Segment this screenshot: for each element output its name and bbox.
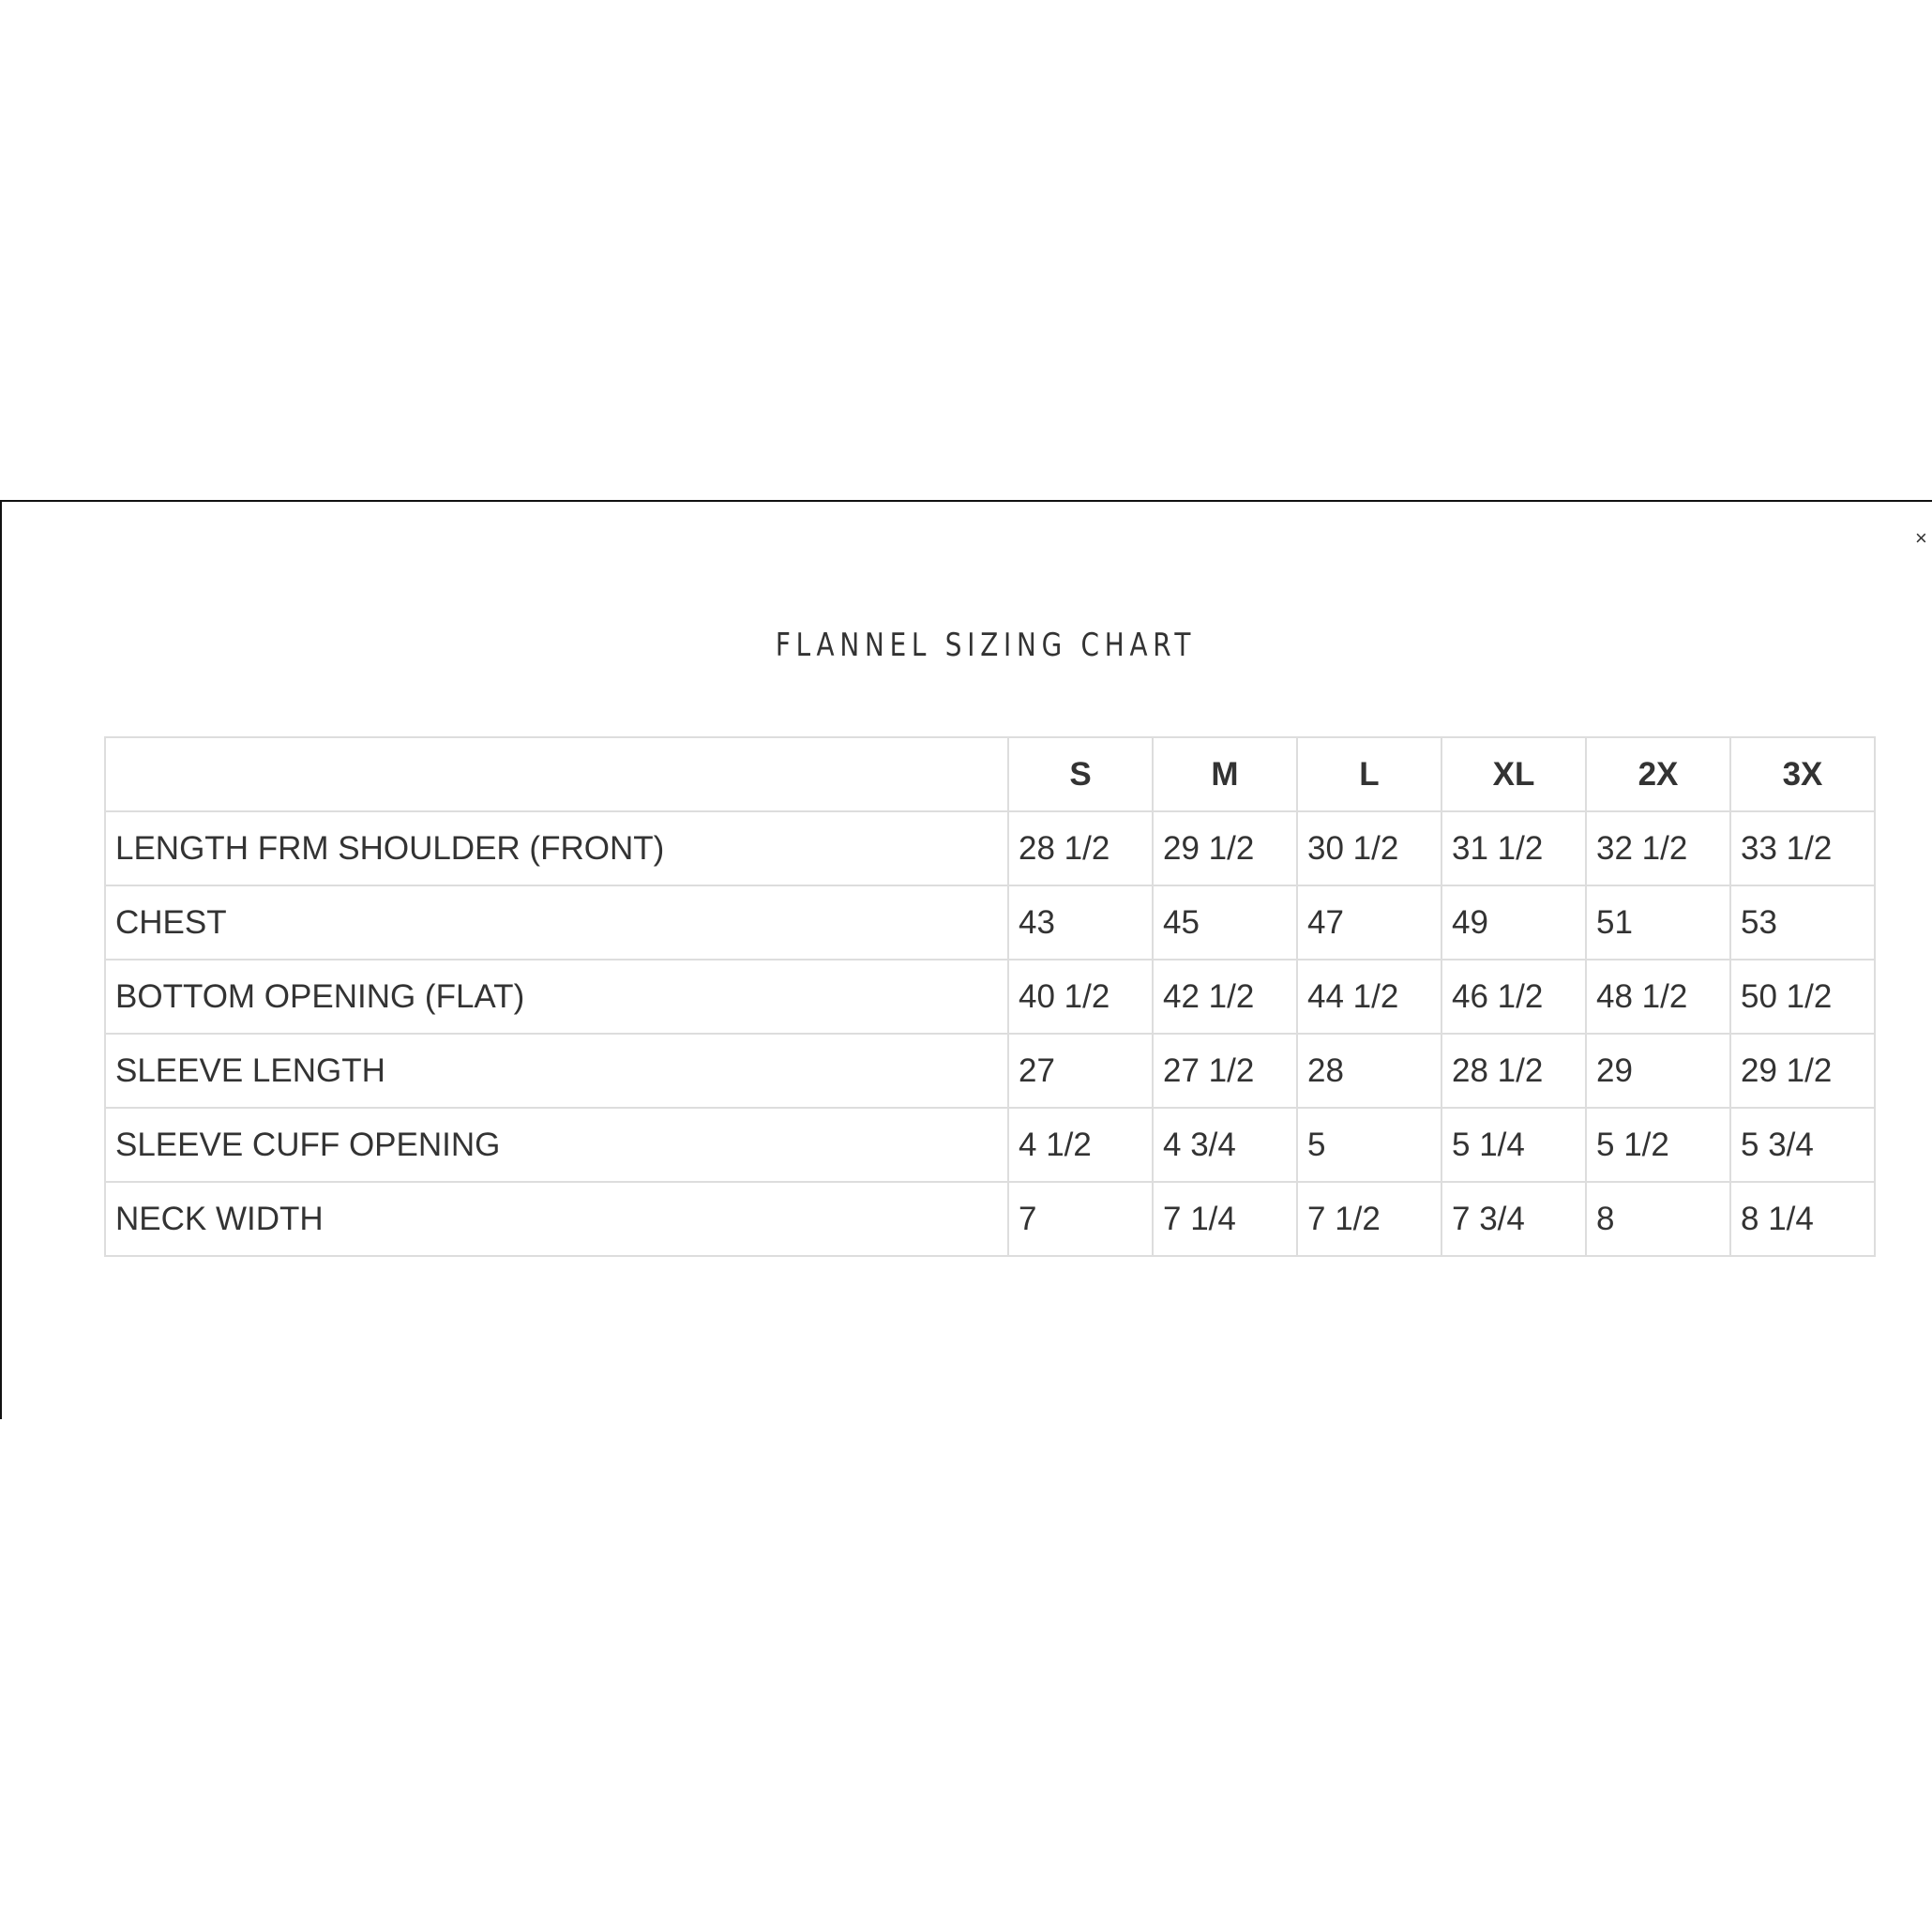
row-label: SLEEVE CUFF OPENING	[105, 1108, 1008, 1182]
table-row	[105, 1182, 1875, 1256]
size-header-s: S	[1008, 737, 1153, 811]
table-header-row	[105, 737, 1875, 811]
close-icon[interactable]: ×	[1915, 526, 1927, 550]
table-row	[105, 885, 1875, 960]
page-title: FLANNEL SIZING CHART	[775, 627, 1197, 664]
size-header-xl: XL	[1441, 737, 1586, 811]
table-cell: 30 1/2	[1297, 811, 1441, 885]
table-cell: 45	[1153, 885, 1297, 960]
table-cell: 5 1/2	[1586, 1108, 1730, 1182]
size-header-3x: 3X	[1730, 737, 1875, 811]
table-cell: 7	[1008, 1182, 1153, 1256]
table-cell: 28 1/2	[1441, 1034, 1586, 1108]
table-cell: 7 1/2	[1297, 1182, 1441, 1256]
table-cell: 31 1/2	[1441, 811, 1586, 885]
table-cell: 27 1/2	[1153, 1034, 1297, 1108]
table-cell: 42 1/2	[1153, 960, 1297, 1034]
table-cell: 48 1/2	[1586, 960, 1730, 1034]
table-cell: 51	[1586, 885, 1730, 960]
table-cell: 4 3/4	[1153, 1108, 1297, 1182]
table-row	[105, 1034, 1875, 1108]
table-row	[105, 811, 1875, 885]
table-cell: 44 1/2	[1297, 960, 1441, 1034]
table-cell: 28	[1297, 1034, 1441, 1108]
table-cell: 53	[1730, 885, 1875, 960]
table-cell: 5	[1297, 1108, 1441, 1182]
table-cell: 28 1/2	[1008, 811, 1153, 885]
table-cell: 29 1/2	[1153, 811, 1297, 885]
table-cell: 8 1/4	[1730, 1182, 1875, 1256]
table-row	[105, 960, 1875, 1034]
table-cell: 8	[1586, 1182, 1730, 1256]
row-label: BOTTOM OPENING (FLAT)	[105, 960, 1008, 1034]
table-row	[105, 1108, 1875, 1182]
table-cell: 5 3/4	[1730, 1108, 1875, 1182]
table-cell: 47	[1297, 885, 1441, 960]
table-cell: 43	[1008, 885, 1153, 960]
table-cell: 33 1/2	[1730, 811, 1875, 885]
table-cell: 4 1/2	[1008, 1108, 1153, 1182]
row-label: LENGTH FRM SHOULDER (FRONT)	[105, 811, 1008, 885]
corner-cell	[105, 737, 1008, 811]
sizing-table	[104, 736, 1876, 1257]
table-cell: 40 1/2	[1008, 960, 1153, 1034]
table-cell: 49	[1441, 885, 1586, 960]
size-header-m: M	[1153, 737, 1297, 811]
table-cell: 5 1/4	[1441, 1108, 1586, 1182]
table-cell: 32 1/2	[1586, 811, 1730, 885]
table-cell: 7 3/4	[1441, 1182, 1586, 1256]
table-cell: 50 1/2	[1730, 960, 1875, 1034]
table-cell: 46 1/2	[1441, 960, 1586, 1034]
table-cell: 29	[1586, 1034, 1730, 1108]
row-label: CHEST	[105, 885, 1008, 960]
row-label: SLEEVE LENGTH	[105, 1034, 1008, 1108]
table-cell: 7 1/4	[1153, 1182, 1297, 1256]
table-cell: 27	[1008, 1034, 1153, 1108]
size-header-2x: 2X	[1586, 737, 1730, 811]
table-cell: 29 1/2	[1730, 1034, 1875, 1108]
size-header-l: L	[1297, 737, 1441, 811]
row-label: NECK WIDTH	[105, 1182, 1008, 1256]
